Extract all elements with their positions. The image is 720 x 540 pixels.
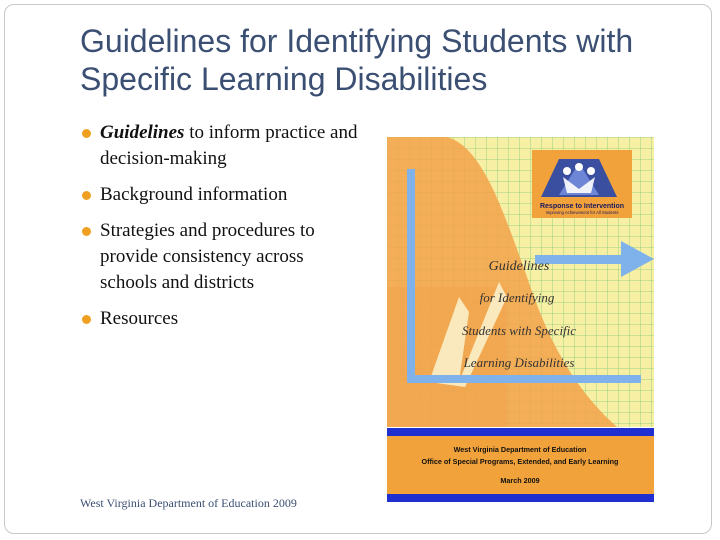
bullet-item (82, 218, 362, 296)
cover-banner-line-1: West Virginia Department of Education (453, 445, 587, 454)
bullet-dot-icon (82, 227, 91, 236)
bullet-item (82, 182, 362, 208)
cover-logo-subtitle: Improving Achievement for All Students (545, 210, 619, 215)
bullet-emphasis: Guidelines (100, 122, 185, 143)
bullet-text: Strategies and procedures to provide consistency across schools and districts (100, 220, 315, 293)
cover-horizontal-axis (407, 375, 641, 383)
cover-banner-date: March 2009 (500, 476, 540, 485)
bullet-dot-icon (82, 315, 91, 324)
bullet-item (82, 120, 362, 172)
cover-title-line-3: Students with Specific (461, 323, 577, 338)
slide-title (80, 22, 690, 98)
bullet-list (82, 120, 362, 342)
slide-footer: West Virginia Department of Education 2009 (80, 496, 297, 510)
cover-title-line-2: for Identifying (479, 290, 555, 305)
cover-vertical-axis (407, 169, 415, 383)
report-cover-image (387, 137, 654, 502)
bullet-text: Background information (100, 184, 288, 205)
cover-banner-stripe-bottom (387, 494, 654, 502)
cover-banner-stripe-top (387, 428, 654, 436)
cover-banner-line-2: Office of Special Programs, Extended, and Early Learning (421, 457, 619, 466)
cover-title-line-1: Guidelines (488, 259, 550, 274)
slide-title-line-1: Guidelines for Identifying Students with (80, 23, 634, 59)
bullet-text: to inform practice and decision-making (100, 122, 358, 169)
slide-title-line-2: Specific Learning Disabilities (80, 61, 488, 97)
bullet-dot-icon (82, 129, 91, 138)
bullet-item (82, 306, 362, 332)
cover-logo-title: Response to Intervention (539, 203, 625, 210)
bullet-dot-icon (82, 191, 91, 200)
cover-title-line-4: Learning Disabilities (463, 355, 575, 370)
bullet-text: Resources (100, 308, 179, 329)
